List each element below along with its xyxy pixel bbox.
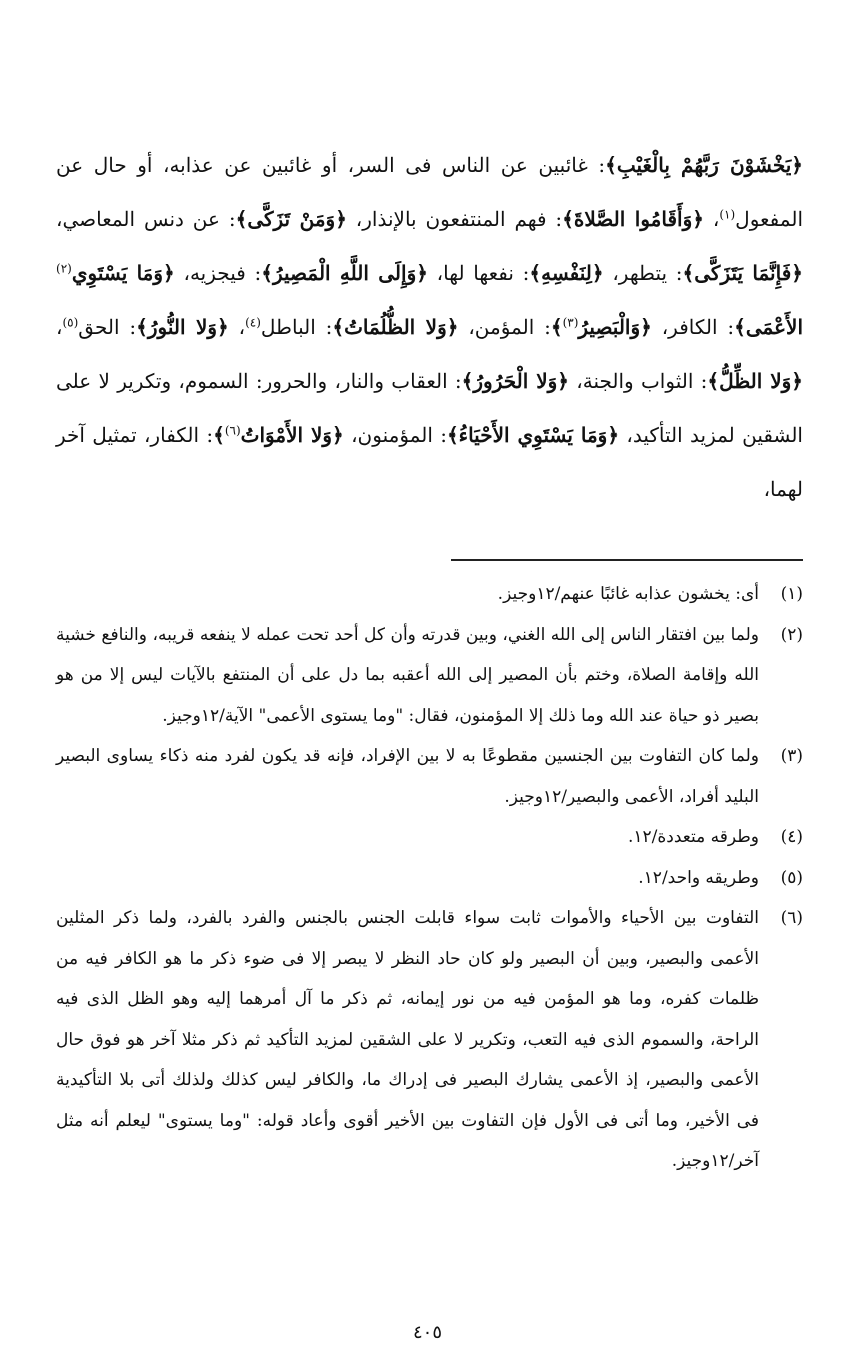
footnote-text: التفاوت بين الأحياء والأموات ثابت سواء قابلت الجنس بالجنس والفرد بالفرد، ولما ذكر المثلين الأعمى والبصير، وبين أن البصير ولو كان حاد النظر لا يبصر إلا فى ضوء ذكر ما هو الكافر فيه من ظلمات كفره، وما هو المؤمن فيه من نور إيمانه، ثم ذكر ما آل أمرهما إليه وهو الظل الذى فيه الراحة، والسموم الذى فيه التعب، وتكرير لا على الشقين لمزيد التأكيد ثم ذكر مثلا آخر هو فوق حال الأعمى والبصير، إذ الأعمى يشارك البصير فى إدراك ما، والكافر ليس كذلك ولذلك أتى بلا التأكيدية فى الأخير، وما أتى فى الأول فإن التفاوت بين الأخير أقوى وأعاد قوله: "وما يستوى" ليعلم أنه مثل آخر/١٢وجيز.: [56, 908, 759, 1171]
commentary-span: : الباطل: [260, 315, 333, 339]
footnote-number: (٢): [780, 624, 803, 645]
footnote-number: (١): [780, 584, 803, 604]
footnote-item: [56, 574, 803, 615]
footnote-item: [56, 858, 803, 899]
commentary-span: : نفعها لها،: [427, 261, 530, 285]
footnote-item: [56, 615, 803, 737]
quran-phrase: الأَعْمَى﴾: [734, 315, 804, 339]
quran-phrase: ﴿وَلا الظِّلُّ﴾: [707, 369, 803, 393]
quran-phrase: ﴿وَمَا يَسْتَوِي الأَحْيَاءُ﴾: [446, 423, 620, 447]
commentary-span: : يتطهر،: [603, 261, 683, 285]
footnote-text: أى: يخشون عذابه غائبًا عنهم/١٢وجيز.: [497, 584, 759, 604]
quran-phrase: ﴿فَإِنَّمَا يَتَزَكَّى﴾: [682, 261, 804, 285]
footnote-item: [56, 736, 803, 817]
footnotes-list: [56, 574, 803, 1182]
commentary-span: : فهم المنتفعون بالإنذار،: [346, 207, 563, 231]
footnote-ref-1[interactable]: (١): [719, 207, 736, 222]
footnote-item: [56, 898, 803, 1182]
footnote-text: وطريقه واحد/١٢.: [638, 867, 759, 888]
commentary-span: : غائبين عن الناس فى السر، أو غائبين عن عذابه، أو حال عن المفعول: [56, 153, 803, 231]
quran-phrase: ﴿وَالْبَصِيرُ: [578, 315, 652, 339]
commentary-span: : الكافر،: [651, 315, 735, 339]
page-number: ٤٠٥: [412, 1322, 442, 1343]
quran-phrase: ﴿وَلا النُّورُ﴾: [136, 315, 229, 339]
quran-phrase: ﴿لِنَفْسِهِ﴾: [529, 261, 604, 285]
quran-phrase: ﴿وَلا الأَمْوَاتُ: [240, 423, 344, 447]
footnote-separator: [451, 559, 803, 561]
commentary-span: : الكفار، تمثيل آخر لهما،: [56, 423, 803, 501]
footnote-text: ولما بين افتقار الناس إلى الله الغني، وبين قدرته وأن كل أحد تحت عمله لا ينفعه قريبه، والنافع خشية الله وإقامة الصلاة، وختم بأن المصير إلى الله أعقبه بما دل على أن المنتفع بالآيات ليس إلا من هو بصير ذو حياة عند الله وما ذلك إلا المؤمنون، فقال: "وما يستوى الأعمى" الآية/١٢وجيز.: [56, 624, 759, 726]
commentary-span: : الحق: [78, 315, 137, 339]
quran-phrase: ﴾: [213, 423, 225, 447]
commentary-span: ،: [703, 207, 720, 231]
footnote-number: (٣): [780, 746, 803, 766]
footnote-number: (٤): [780, 827, 803, 847]
footnote-ref-4[interactable]: (٤): [245, 315, 261, 330]
commentary-span: ،: [56, 315, 63, 339]
quran-phrase: ﴿وَإِلَى اللَّهِ الْمَصِيرُ﴾: [261, 261, 428, 285]
quran-phrase: ﴿وَلا الظُّلُمَاتُ﴾: [332, 315, 459, 339]
commentary-span: : الثواب والجنة،: [568, 369, 708, 393]
footnote-number: (٥): [780, 867, 803, 888]
commentary-text: [56, 138, 803, 516]
footnote-text: ولما كان التفاوت بين الجنسين مقطوعًا به لا بين الإفراد، فإنه قد يكون لفرد منه ذكاء يساوى البصير البليد أفراد، الأعمى والبصير/١٢وجيز.: [56, 746, 759, 807]
footnote-number: (٦): [780, 908, 803, 928]
commentary-span: : فيجزيه،: [174, 261, 262, 285]
footnote-ref-2[interactable]: (٢): [56, 261, 72, 276]
footnote-text: وطرقه متعددة/١٢.: [627, 827, 759, 847]
footnote-ref-3[interactable]: (٣): [562, 315, 579, 330]
quran-phrase: ﴿وَمَا يَسْتَوِي: [71, 261, 175, 285]
commentary-span: ،: [228, 315, 246, 339]
commentary-span: : عن دنس المعاصي،: [56, 207, 236, 231]
footnote-ref-5[interactable]: (٥): [62, 315, 79, 330]
footnote-ref-6[interactable]: (٦): [224, 423, 241, 438]
quran-phrase: ﴿وَمَنْ تَزَكَّى﴾: [235, 207, 347, 231]
footnote-item: [56, 817, 803, 858]
quran-phrase: ﴾: [550, 315, 563, 339]
commentary-span: : المؤمنون،: [343, 423, 447, 447]
quran-phrase: ﴿يَخْشَوْنَ رَبَّهُمْ بِالْغَيْبِ﴾: [605, 153, 804, 177]
commentary-span: : المؤمن،: [458, 315, 551, 339]
commentary-span: : العقاب والنار، والحرور: السموم، وتكرير لا على الشقين لمزيد التأكيد،: [56, 369, 803, 447]
quran-phrase: ﴿وَلا الْحَرُورُ﴾: [461, 369, 569, 393]
quran-phrase: ﴿وَأَقَامُوا الصَّلاةَ﴾: [562, 207, 704, 231]
